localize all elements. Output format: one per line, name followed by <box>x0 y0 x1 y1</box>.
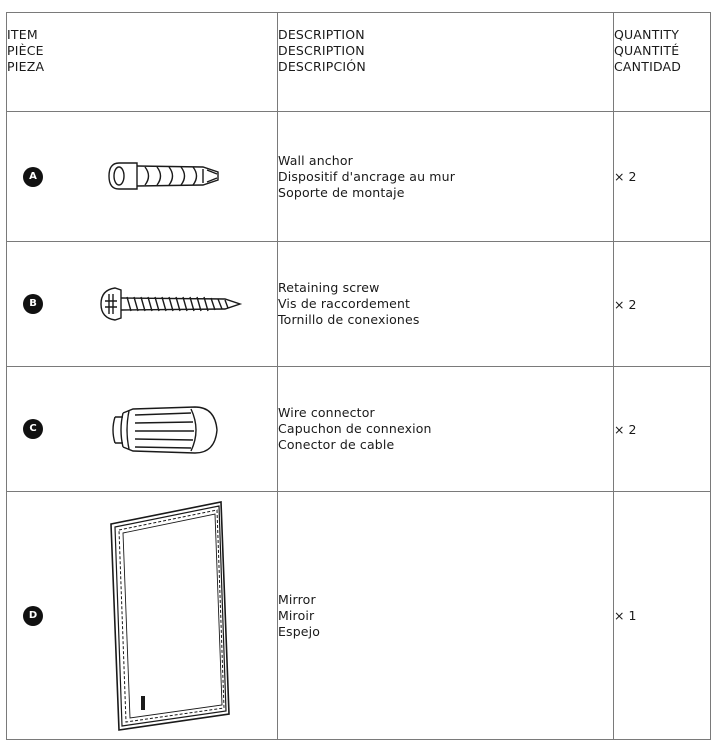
description-fr: Vis de raccordement <box>278 296 411 311</box>
description-en: Mirror <box>278 591 316 607</box>
description-es: Conector de cable <box>278 437 395 452</box>
quantity-cell: × 2 <box>614 367 711 492</box>
wire-connector-icon <box>111 403 225 457</box>
parts-table <box>6 12 711 740</box>
description-en: Wall anchor <box>278 152 353 168</box>
item-letter-badge: B <box>23 294 43 314</box>
description-es: Espejo <box>278 623 321 639</box>
item-letter-badge: C <box>23 419 43 439</box>
item-cell <box>7 367 278 492</box>
quantity-cell: × 2 <box>614 242 711 367</box>
item-column-header <box>7 13 278 112</box>
header-item-en: ITEM <box>7 27 38 42</box>
description-en: Retaining screw <box>278 280 380 295</box>
retaining-screw-icon <box>97 284 245 324</box>
header-quantity-fr: QUANTITÉ <box>614 43 680 58</box>
description-es: Soporte de montaje <box>278 184 405 200</box>
header-row <box>7 13 711 112</box>
description-fr: Miroir <box>278 607 315 623</box>
header-quantity-es: CANTIDAD <box>614 59 682 74</box>
header-item-es: PIEZA <box>7 59 45 74</box>
description-column-header <box>278 13 614 112</box>
header-description-en: DESCRIPTION <box>278 27 365 42</box>
description-es: Tornillo de conexiones <box>278 312 420 327</box>
item-letter-badge: A <box>23 167 43 187</box>
mirror-icon <box>103 500 235 732</box>
quantity-cell: × 1 <box>614 492 711 740</box>
description-cell <box>278 242 614 367</box>
description-en: Wire connector <box>278 405 375 420</box>
item-cell <box>7 492 278 740</box>
quantity-cell: × 2 <box>614 112 711 242</box>
quantity-column-header <box>614 13 711 112</box>
description-cell <box>278 112 614 242</box>
description-fr: Capuchon de connexion <box>278 421 432 436</box>
wall-anchor-icon <box>107 157 225 195</box>
item-letter-badge: D <box>23 606 43 626</box>
header-description-es: DESCRIPCIÓN <box>278 59 366 74</box>
description-cell <box>278 367 614 492</box>
header-description-fr: DESCRIPTION <box>278 43 365 58</box>
description-cell <box>278 492 614 740</box>
item-cell <box>7 242 278 367</box>
table-row <box>7 242 711 367</box>
item-cell <box>7 112 278 242</box>
header-quantity-en: QUANTITY <box>614 27 680 42</box>
table-row <box>7 367 711 492</box>
table-row <box>7 492 711 740</box>
description-fr: Dispositif d'ancrage au mur <box>278 168 455 184</box>
header-item-fr: PIÈCE <box>7 43 44 58</box>
table-row <box>7 112 711 242</box>
